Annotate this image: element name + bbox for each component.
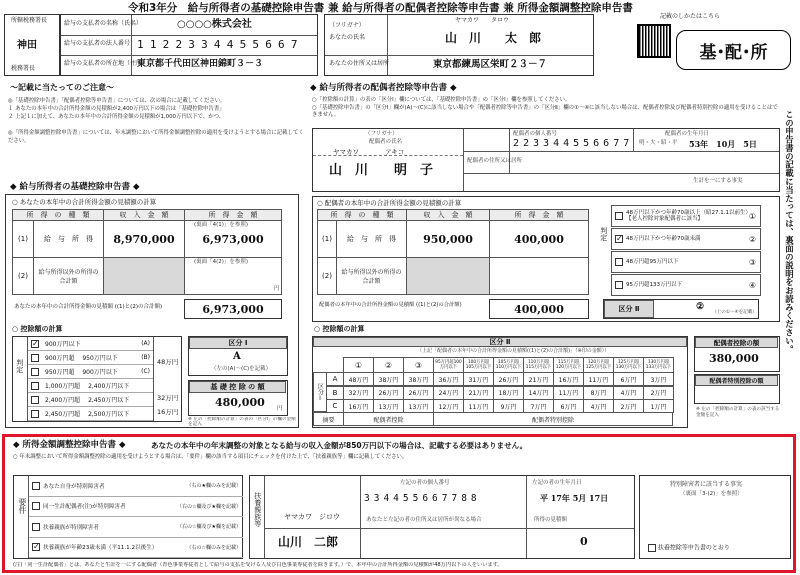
spouse-grid-cell: 24万円: [433, 386, 464, 400]
spouse-grid-row-label: C: [326, 399, 344, 413]
stamp-box: [676, 30, 791, 70]
payer-number-label: 給与の支払者の法人番号: [64, 40, 131, 47]
spouse-title: ◆ 給与所得者の配偶者控除等申告書 ◆: [310, 83, 457, 93]
special-label: 特別障害者に該当する事実: [670, 481, 743, 488]
basic-kubun-note: （左の(A)～(C)を記載）: [211, 366, 272, 372]
stamp-label: 基･配･所: [699, 42, 768, 63]
payer-address[interactable]: 東京都千代田区神田錦町３－３: [137, 59, 264, 69]
basic-judge-row-label: 2,400万円超 2,450万円以下: [45, 397, 130, 404]
basic-judge-table: [12, 336, 182, 422]
spouse-option-checkbox[interactable]: [615, 258, 623, 266]
payer-address-label: 給与の支払者の所在地（住所）: [64, 60, 149, 67]
spouse-kubun2-label: 区分 Ⅱ: [604, 300, 654, 318]
basic-deduction-box: [188, 380, 288, 416]
spouse-option[interactable]: [611, 251, 761, 273]
taxpayer-name-label: あなたの氏名: [329, 34, 366, 41]
spouse-grid-col-head: 95万円超100万円以下: [433, 357, 464, 373]
adjustment-req-label: あなた自身が特別障害者: [43, 483, 105, 490]
spouse-deduction-note: ※ 左の「控除額の計算」の表の該当する金額を記入: [696, 407, 780, 418]
basic-judge-label: 判定: [15, 359, 24, 373]
spouse-grid-cell: 16万円: [553, 372, 584, 386]
basic-judge-row-label: 900万円超 950万円以下: [45, 355, 118, 362]
adjustment-req-note: （右の☆欄及び★欄を記載）: [177, 503, 241, 510]
payer-number[interactable]: 1122334455667: [137, 38, 304, 51]
basic-section: [5, 194, 299, 428]
spouse-calc-title: ○ 配偶者の本年中の合計所得金額の見積額の計算: [317, 199, 462, 207]
adjustment-note: ○ 年末調整において所得金額調整控除の適用を受けようとする場合は、「要件」欄の該当する項目にチェックを付けた上で、「扶養親族等」欄に記載してください。: [13, 454, 408, 460]
special-note: （裏面「3-(2)」を参照）: [680, 491, 743, 497]
spouse-grid-cell: 2万円: [643, 386, 674, 400]
special-bottom-label: [648, 544, 730, 552]
adjustment-req-row[interactable]: [29, 517, 243, 538]
spouse-row1-revenue-value: 950,000: [423, 232, 473, 246]
basic-amount-a: 48万円: [157, 358, 179, 366]
tax-office-suffix: 税務署長: [11, 65, 36, 72]
basic-row2-yen: 円: [274, 286, 280, 292]
spouse-option-no: ②: [748, 234, 756, 244]
spouse-name-label: 配偶者の氏名: [369, 139, 403, 145]
spouse-grid-cell: 9万円: [493, 399, 524, 413]
spouse-total-box[interactable]: [489, 299, 589, 319]
spouse-grid-cell: 11万円: [463, 399, 494, 413]
qr-code[interactable]: [637, 24, 671, 58]
adjustment-subtitle: あなたの本年中の年末調整の対象となる給与の収入金額が850万円以下の場合は、記載する必要はありません。: [151, 441, 528, 450]
spouse-grid-cell: 1万円: [643, 399, 674, 413]
spouse-deduction-label: 配偶者控除の額: [695, 337, 778, 348]
spouse-grid-cell: 36万円: [433, 372, 464, 386]
adjustment-req-table: [13, 475, 243, 559]
special-disability-box: [639, 475, 791, 559]
spouse-grid-cell: 14万円: [523, 386, 554, 400]
spouse-grid-cell: 16万円: [343, 399, 374, 413]
basic-judge-checkbox[interactable]: ✓: [32, 338, 39, 348]
basic-total: 6,973,000: [202, 302, 264, 316]
basic-judge-checkbox[interactable]: [31, 368, 39, 376]
spouse-deduction-title: ○ 控除額の計算: [314, 325, 365, 333]
dependent-name[interactable]: 山川 二郎: [278, 535, 339, 549]
dependent-income[interactable]: 0: [580, 535, 588, 548]
special-bottom-checkbox[interactable]: [648, 544, 656, 552]
adjustment-footnote: (注)「同一生計配偶者」とは、あなたと生計を一にする配偶者（青色事業専従者として給与の支払を受ける人及び白色事業専従者を除きます。）で、本年中の合計所得金額の見積額が48万円以下の人をいいます。: [13, 562, 503, 568]
spouse-furigana-label: （フリガナ）: [365, 131, 398, 137]
basic-judge-row[interactable]: [28, 379, 153, 393]
basic-row1-no: (1): [12, 220, 34, 258]
spouse-deduction-table: [312, 336, 688, 428]
basic-judge-checkbox[interactable]: [31, 382, 39, 390]
spouse-grid-col-head: 105万円超110万円以下: [493, 357, 524, 373]
spouse-grid-cell: 32万円: [343, 386, 374, 400]
spouse-grid-col-head: ②: [373, 357, 404, 373]
basic-judge-row[interactable]: [28, 393, 153, 407]
taxpayer-address[interactable]: 東京都練馬区栄町２３－７: [433, 59, 548, 70]
basic-row2-note: (裏面「4(2)」を参照): [194, 259, 249, 265]
basic-row1-income-value: 6,973,000: [202, 232, 264, 246]
spouse-address-label: 配偶者の住所又は居所: [467, 158, 523, 164]
adjustment-req-label: 扶養親族が特別障害者: [43, 524, 99, 531]
payer-name-label: 給与の支払者の名称（氏名）: [64, 20, 143, 27]
spouse-livelihood-label: 生計を一にする事実: [693, 178, 743, 184]
spouse-row1-income-value: 400,000: [514, 232, 564, 246]
payer-block: [60, 14, 318, 76]
spouse-grid-cell: 11万円: [553, 386, 584, 400]
adjustment-req-label: 扶養親族が年齢23歳未満（平11.1.2以後生）: [43, 545, 158, 552]
spouse-grid-footer-spouse: 配偶者控除: [343, 412, 434, 426]
spouse-grid-cell: 38万円: [373, 372, 404, 386]
adjustment-req-note: （右の☆欄のみを記載）: [186, 544, 241, 551]
spouse-special-label: 配偶者特別控除の額: [695, 375, 778, 386]
spouse-row2-income[interactable]: [489, 257, 589, 295]
basic-kubun-box: [188, 336, 288, 376]
basic-sub: ○ あなたの本年中の合計所得金額の見積額の計算: [12, 198, 157, 206]
adjustment-req-checkbox[interactable]: [32, 502, 40, 510]
basic-col-income: 所 得 金 額: [184, 209, 282, 221]
dependent-income-label: 所得の見積額: [534, 517, 568, 523]
spouse-grid-footer-label: 摘要: [313, 412, 344, 426]
dependent-number[interactable]: 334455667788: [364, 493, 481, 504]
note-3: ２ 上記１に加えて、あなたの本年中の合計所得金額の見積額が1,000万円以下で、かつ、: [8, 114, 225, 120]
spouse-number-label: 配偶者の個人番号: [513, 131, 558, 137]
basic-judge-row-letter: (B): [141, 354, 150, 361]
spouse-grid-cell: 18万円: [493, 386, 524, 400]
basic-judge-checkbox[interactable]: [31, 396, 39, 404]
spouse-grid-cell: 26万円: [493, 372, 524, 386]
spouse-grid-row-label: B: [326, 386, 344, 400]
dependent-birth-label: 左記の者の生年月日: [532, 480, 582, 486]
dependent-addr-label: あなたと左記の者の住所又は居所が異なる場合: [366, 517, 482, 523]
spouse-grid-col-head: 100万円超105万円以下: [463, 357, 494, 373]
spouse-furigana[interactable]: ヤマカワ アキコ: [333, 148, 405, 156]
basic-judge-row[interactable]: [28, 407, 153, 421]
spouse-grid-footer-special: 配偶者特別控除: [433, 412, 673, 426]
spouse-birth-era: 明・大・昭・平: [639, 140, 678, 146]
taxpayer-furigana[interactable]: ヤマカワ タロウ: [455, 17, 510, 24]
taxpayer-furigana-label: （フリガナ）: [329, 22, 365, 29]
spouse-option-checkbox[interactable]: ✓: [616, 234, 623, 243]
basic-judge-row-letter: (A): [141, 340, 150, 347]
adjustment-section: [2, 434, 796, 573]
spouse-birth-label: 配偶者の生年月日: [665, 131, 710, 137]
spouse-judge-label: 判定: [599, 227, 608, 241]
spouse-total: 400,000: [514, 302, 564, 316]
adjustment-req-row[interactable]: [29, 538, 243, 559]
spouse-row1-revenue[interactable]: [406, 220, 490, 258]
spouse-row2-no: (2): [317, 257, 337, 295]
spouse-kubun2-value[interactable]: ②: [696, 302, 705, 312]
basic-judge-row[interactable]: [28, 337, 153, 351]
spouse-grid-cell: 31万円: [463, 372, 494, 386]
adjustment-title: ◆ 所得金額調整控除申告書 ◆: [13, 440, 126, 450]
spouse-special-box: [694, 374, 780, 404]
spouse-row1-label: 給 与 所 得: [336, 220, 407, 258]
spouse-grid-cell: 8万円: [583, 386, 614, 400]
adjustment-req-checkbox[interactable]: [32, 482, 40, 490]
spouse-option[interactable]: [611, 274, 761, 296]
dependent-number-label: 左記の者の個人番号: [400, 480, 450, 486]
note-4: ◎「所得金額調整控除申告書」については、年末調整において所得金額調整控除の適用を受けようとする場合に記載してください。: [8, 130, 304, 144]
spouse-grid-col-head: 120万円超125万円以下: [583, 357, 614, 373]
tax-office-label: 所轄税務署長: [11, 17, 48, 24]
note-1: ◎「基礎控除申告書」「配偶者控除等申告書」については、次の場合に記載してください。: [8, 98, 226, 104]
spouse-notes: [312, 97, 780, 120]
basic-deduction-label: 基 礎 控 除 の 額: [189, 381, 286, 393]
adjustment-req-checkbox[interactable]: ✓: [33, 542, 40, 552]
spouse-grid-cell: 7万円: [523, 399, 554, 413]
spouse-option[interactable]: [611, 228, 761, 250]
basic-amount-b: 32万円: [157, 394, 179, 402]
spouse-row2-revenue: [406, 257, 490, 295]
adjustment-req-checkbox[interactable]: [32, 523, 40, 531]
basic-deduction[interactable]: 480,000: [215, 396, 265, 409]
basic-row1-revenue[interactable]: [103, 220, 185, 258]
spouse-grid-cell: 13万円: [373, 399, 404, 413]
adjustment-req-label: 同一生計配偶者(注)が特別障害者: [43, 504, 126, 511]
basic-judge-row-label: 1,000万円超 2,400万円以下: [45, 383, 130, 390]
spouse-grid-col-head: 110万円超115万円以下: [523, 357, 554, 373]
spouse-row1-income[interactable]: [489, 220, 589, 258]
adjustment-req-label: 要件: [18, 498, 27, 514]
spouse-grid-cell: 2万円: [613, 399, 644, 413]
basic-kubun-value[interactable]: A: [233, 351, 241, 362]
spouse-grid-cell: 21万円: [463, 386, 494, 400]
form-title: 令和3年分 給与所得者の基礎控除申告書 兼 給与所得者の配偶者控除等申告書 兼 所得金額調整控除申告書: [128, 2, 633, 14]
taxpayer-name[interactable]: 山 川 太 郎: [445, 31, 542, 45]
notes-body: [8, 97, 304, 179]
side-note: この申告書の記載に当たっては、裏面の説明をお読みください。: [784, 110, 795, 354]
basic-row2-label-text: 給与所得以外の所得の合計額: [38, 269, 99, 285]
adjustment-req-row[interactable]: [29, 476, 243, 497]
spouse-grid-kubun1: 区分Ⅰ: [313, 372, 327, 412]
spouse-option-label: 95万円超133万円以下: [626, 281, 682, 288]
basic-row2-revenue: [103, 257, 185, 295]
spouse-grid-col-head: 125万円超130万円以下: [613, 357, 644, 373]
spouse-note-2: ○「基礎控除申告書」の「区分Ⅰ」欄が(A)～(C)に該当しない場合や「配偶者控除等申告書」の「区分Ⅱ」欄の①～④に該当しない場合は、配偶者控除及び配偶者特別控除の適用を受けることはできません。: [312, 104, 778, 118]
spouse-grid-cell: 21万円: [523, 372, 554, 386]
spouse-grid-cell: 38万円: [403, 372, 434, 386]
spouse-number[interactable]: 223344556677: [513, 138, 634, 149]
spouse-grid-col-head: 130万円超133万円以下: [643, 357, 674, 373]
spouse-grid-cell: 26万円: [373, 386, 404, 400]
spouse-option-checkbox[interactable]: [615, 212, 623, 220]
basic-kubun-label: 区分 Ⅰ: [189, 337, 287, 349]
spouse-kubun2-box: [603, 299, 759, 319]
spouse-grid-cell: 48万円: [343, 372, 374, 386]
spouse-row2-label-text: 給与所得以外の所得の合計額: [341, 269, 402, 285]
spouse-grid-cell: 6万円: [613, 372, 644, 386]
adjustment-req-note: （右の★欄のみを記載）: [186, 483, 241, 490]
basic-calc-title: ○ 控除額の計算: [12, 325, 63, 333]
dependent-furigana[interactable]: ヤマカワ ジロウ: [284, 513, 340, 521]
basic-deduction-yen: 円: [277, 406, 283, 412]
basic-total-label: あなたの本年中の合計所得金額の見積額 ((1)と(2)の合計額): [14, 304, 163, 310]
basic-title: ◆ 給与所得者の基礎控除申告書 ◆: [10, 182, 140, 192]
tax-office-name[interactable]: 神田: [17, 40, 37, 51]
spouse-option-checkbox[interactable]: [615, 281, 623, 289]
spouse-name[interactable]: 山 川 明 子: [329, 163, 434, 178]
spouse-table-note: （上記「配偶者の本年中の合計所得金額の見積額((1)と(2)の合計額)」（※印の金額））: [417, 348, 610, 354]
spouse-grid-col-head: ③: [403, 357, 434, 373]
notes-title: ～記載に当たってのご注意～: [10, 83, 114, 92]
basic-judge-checkbox[interactable]: [31, 410, 39, 418]
spouse-col-type: 所 得 の 種 類: [317, 209, 407, 221]
taxpayer-block: [324, 14, 594, 76]
spouse-grid-cell: 13万円: [403, 399, 434, 413]
spouse-grid-cell: 11万円: [583, 372, 614, 386]
spouse-option-label: 48万円超95万円以下: [626, 258, 679, 265]
basic-row2-label: [33, 257, 104, 295]
dependent-label: 扶養親族等: [253, 492, 262, 527]
basic-judge-row-label: 2,450万円超 2,500万円以下: [45, 411, 130, 418]
spouse-option-label: 48万円以下かつ年齢70歳以上（昭27.1.1以前生）【老人控除対象配偶者に該当】: [626, 209, 749, 222]
spouse-option-no: ③: [748, 257, 756, 267]
spouse-note-1: ○「控除額の計算」の表の「区分Ⅰ」欄については、「基礎控除申告書」の「区分Ⅰ」欄を参照してください。: [312, 97, 571, 103]
spouse-deduction[interactable]: 380,000: [709, 352, 759, 365]
spouse-grid-cell: 4万円: [583, 399, 614, 413]
spouse-birth[interactable]: 53年 10月 5日: [689, 139, 757, 149]
spouse-grid: [313, 357, 687, 427]
dependent-birth[interactable]: 平 17年 5月 17日: [540, 493, 609, 503]
basic-col-revenue: 収 入 金 額: [103, 209, 185, 221]
spouse-option-no: ①: [748, 211, 756, 221]
header-tax-office-box: [4, 14, 60, 76]
spouse-row1-no: (1): [317, 220, 337, 258]
spouse-kubun2-note: （上の①～④を記載）: [712, 310, 757, 315]
basic-col-type: 所 得 の 種 類: [12, 209, 104, 221]
basic-row1-label: 給 与 所 得: [33, 220, 104, 258]
basic-judge-row-letter: (C): [141, 368, 150, 375]
spouse-grid-cell: 6万円: [553, 399, 584, 413]
basic-deduction-note: ※ 左の「控除額の計算」の表の「区分Ⅰ」の欄の金額を記入: [188, 417, 296, 427]
taxpayer-address-label: あなたの住所又は居所: [329, 60, 390, 67]
adjustment-req-row[interactable]: [29, 497, 243, 518]
basic-row2-no: (2): [12, 257, 34, 295]
adjustment-req-note: （右の☆欄及び★欄を記載）: [177, 524, 241, 531]
basic-row1-note: (裏面「4(1)」を参照): [194, 222, 249, 228]
basic-total-box[interactable]: [184, 299, 282, 319]
spouse-grid-cell: 26万円: [403, 386, 434, 400]
spouse-grid-col-head: ①: [343, 357, 374, 373]
basic-amount-c: 16万円: [157, 408, 179, 416]
dependent-box: [249, 475, 635, 559]
spouse-grid-row-label: A: [326, 372, 344, 386]
spouse-col-income: 所 得 金 額: [489, 209, 589, 221]
spouse-grid-cell: 12万円: [433, 399, 464, 413]
special-bottom-text: 扶養控除等申告書のとおり: [657, 544, 730, 552]
spouse-table-head: 区分 Ⅱ: [313, 337, 687, 347]
spouse-option-label: 48万円以下かつ年齢70歳未満: [626, 235, 701, 242]
basic-judge-row[interactable]: [28, 365, 153, 379]
basic-judge-row[interactable]: [28, 351, 153, 365]
note-2: １ あなたの本年中の合計所得金額の見積額が2,400万円以下の場合は「基礎控除申告書」: [8, 106, 225, 112]
spouse-option-no: ④: [748, 280, 756, 290]
spouse-grid-col-head: 115万円超120万円以下: [553, 357, 584, 373]
payer-name[interactable]: ○○○○株式会社: [177, 19, 252, 30]
spouse-option[interactable]: [611, 205, 761, 227]
spouse-deduction-box: [694, 336, 780, 372]
basic-row1-revenue-value: 8,970,000: [113, 232, 175, 246]
spouse-grid-cell: 4万円: [613, 386, 644, 400]
spouse-grid-cell: 3万円: [643, 372, 674, 386]
basic-judge-row-label: 950万円超 900万円以下: [45, 369, 118, 376]
basic-judge-checkbox[interactable]: [31, 354, 39, 362]
spouse-col-revenue: 収 入 金 額: [406, 209, 490, 221]
basic-judge-row-label: 900万円以下: [45, 341, 81, 348]
spouse-identity: [312, 128, 780, 192]
spouse-calc: [312, 196, 780, 322]
qr-note: 記載のしかたはこちら: [660, 13, 721, 20]
spouse-row2-label: [336, 257, 407, 295]
spouse-total-label: 配偶者の本年中の合計所得金額の見積額 ((1)と(2)の合計額): [319, 302, 462, 308]
